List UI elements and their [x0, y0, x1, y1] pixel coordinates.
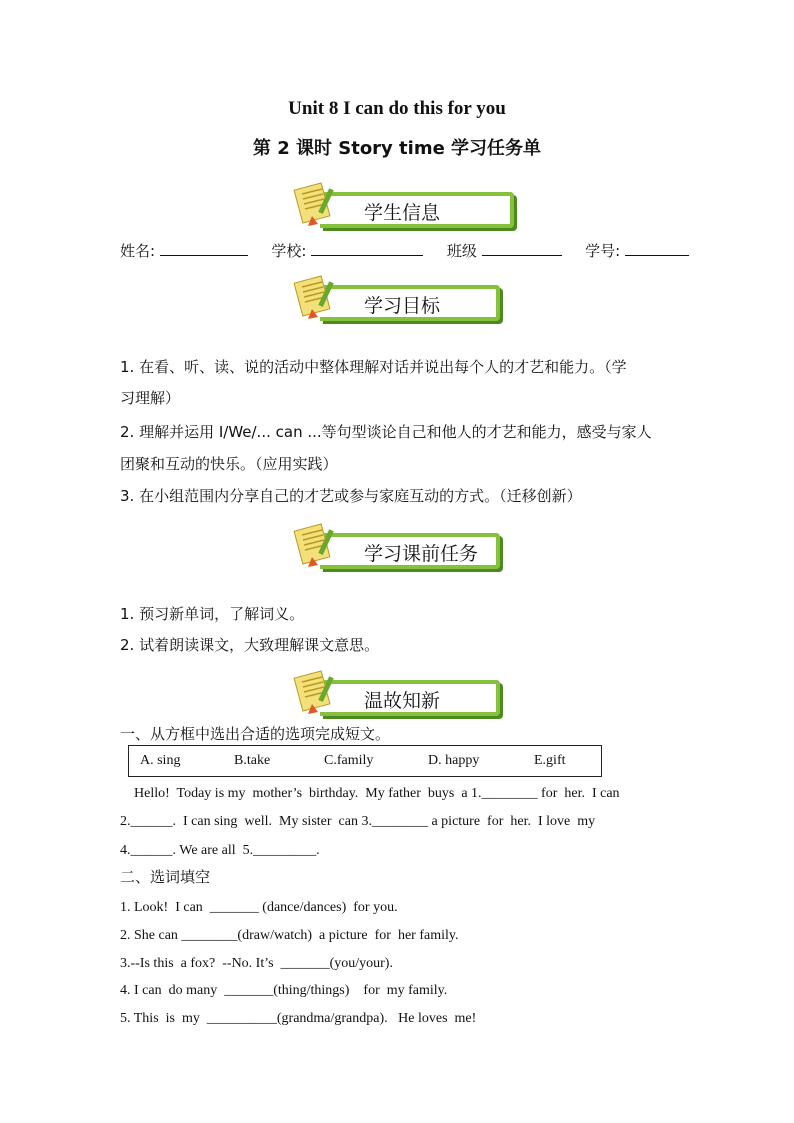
section-banner-student-info — [292, 186, 514, 226]
section-title-student-info: 学生信息 — [364, 202, 441, 224]
section-banner-review — [292, 674, 502, 714]
section-title-review: 温故知新 — [364, 690, 441, 712]
exercise2-item-3: 3.--Is this a fox? --No. It’s _______(you/your). — [120, 956, 393, 971]
exercise2-item-2: 2. She can ________(draw/watch) a picture for her family. — [120, 928, 459, 943]
notepad-pencil-icon — [292, 666, 344, 718]
section-title-goals: 学习目标 — [364, 295, 441, 317]
exercise2-heading: 二、选词填空 — [120, 868, 211, 886]
pretask-line-2: 2. 试着朗读课文，大致理解课文意思。 — [120, 636, 380, 654]
exercise1-heading: 一、从方框中选出合适的选项完成短文。 — [120, 725, 391, 743]
pretask-line-1: 1. 预习新单词，了解词义。 — [120, 605, 305, 623]
doc-subtitle: 第 2 课时 Story time 学习任务单 — [252, 138, 542, 159]
option-a: A. sing — [140, 753, 181, 768]
section-banner-pretask — [292, 527, 502, 567]
goal-line-4: 团聚和互动的快乐。（应用实践） — [120, 455, 338, 473]
goal-line-3: 2. 理解并运用 I/We/... can ...等句型谈论自己和他人的才艺和能力，感受与家人 — [120, 423, 652, 441]
goal-line-5: 3. 在小组范围内分享自己的才艺或参与家庭互动的方式。（迁移创新） — [120, 487, 582, 505]
number-label: 学号: — [585, 242, 621, 260]
student-info-row — [120, 240, 689, 261]
option-d: D. happy — [428, 753, 480, 768]
school-field[interactable] — [311, 241, 423, 256]
goal-line-2: 习理解） — [120, 389, 181, 407]
passage-line-3: 4.______. We are all 5._________. — [120, 843, 320, 858]
option-b: B.take — [234, 753, 271, 768]
notepad-pencil-icon — [292, 178, 344, 230]
number-field[interactable] — [625, 241, 689, 256]
name-field[interactable] — [160, 241, 248, 256]
name-label: 姓名: — [120, 242, 156, 260]
section-banner-goals — [292, 279, 502, 319]
school-label: 学校: — [271, 242, 307, 260]
notepad-pencil-icon — [292, 271, 344, 323]
exercise2-item-5: 5. This is my __________(grandma/grandpa). He loves me! — [120, 1011, 477, 1026]
exercise2-item-4: 4. I can do many _______(thing/things) for my family. — [120, 983, 448, 998]
class-field[interactable] — [482, 241, 562, 256]
notepad-pencil-icon — [292, 519, 344, 571]
exercise2-item-1: 1. Look! I can _______ (dance/dances) for you. — [120, 900, 398, 915]
passage-line-2: 2.______. I can sing well. My sister can 3.________ a picture for her. I love my — [120, 814, 596, 829]
class-label: 班级 — [446, 242, 477, 260]
goal-line-1: 1. 在看、听、读、说的活动中整体理解对话并说出每个人的才艺和能力。（学 — [120, 358, 627, 376]
doc-title: Unit 8 I can do this for you — [288, 98, 506, 119]
option-c: C.family — [324, 753, 374, 768]
passage-line-1: Hello! Today is my mother’s birthday. My father buys a 1.________ for her. I can — [134, 786, 620, 801]
section-title-pretask: 学习课前任务 — [364, 543, 479, 565]
option-e: E.gift — [534, 753, 566, 768]
